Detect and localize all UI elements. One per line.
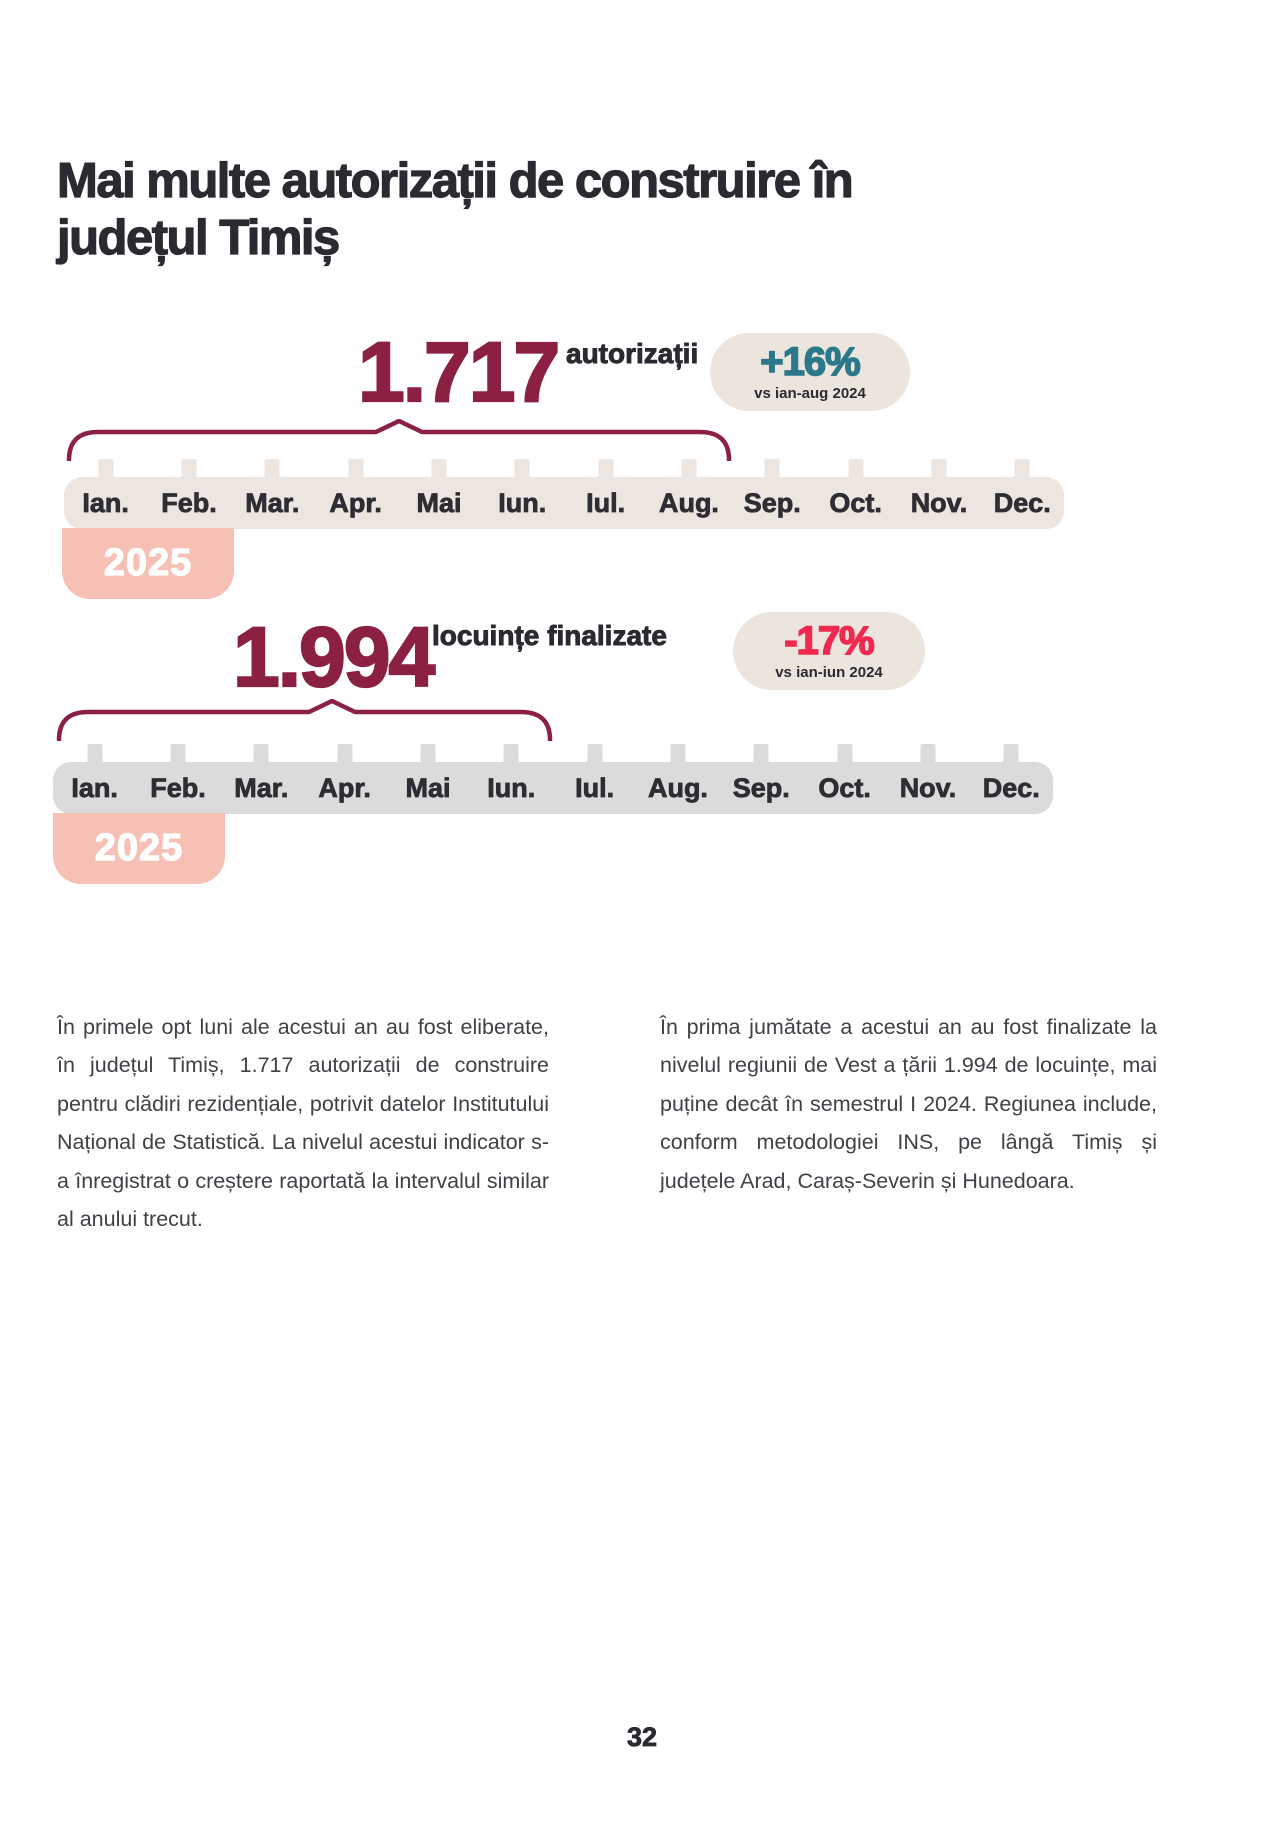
stat1-year-badge: 2025 [62,528,234,599]
month-cell [636,762,719,814]
page-title-line2: județul Timiș [57,210,339,265]
month-label: Oct. [829,487,882,518]
month-label: Feb. [161,487,217,518]
month-tick-icon [170,744,185,766]
month-label: Ian. [71,772,118,803]
month-cell [970,762,1053,814]
month-label: Nov. [910,487,968,518]
month-cell [647,477,730,529]
stat2-range-brace [56,699,553,741]
stat2-change-caption: vs ian-iun 2024 [775,664,883,681]
stat1-unit-label: autorizații [566,338,699,369]
month-tick-icon [98,459,113,481]
month-tick-icon [587,744,602,766]
month-label: Aug. [647,772,708,803]
month-tick-icon [348,459,363,481]
month-cell [886,762,969,814]
month-label: Sep. [743,487,801,518]
month-label: Iul. [575,772,615,803]
month-tick-icon [681,459,696,481]
month-label: Mai [416,487,462,518]
month-cell [314,477,397,529]
month-tick-icon [337,744,352,766]
month-cell [397,477,480,529]
month-tick-icon [504,744,519,766]
month-cell [303,762,386,814]
month-tick-icon [1004,744,1019,766]
month-tick-icon [920,744,935,766]
month-cell [231,477,314,529]
stat1-value: 1.717 [358,325,559,419]
month-label: Oct. [818,772,871,803]
month-label: Sep. [732,772,790,803]
month-tick-icon [848,459,863,481]
stat2-timeline-bar [53,762,1053,814]
month-cell [897,477,980,529]
month-tick-icon [420,744,435,766]
month-tick-icon [1015,459,1030,481]
month-cell [220,762,303,814]
month-cell [731,477,814,529]
month-tick-icon [181,459,196,481]
stat2-change-badge [733,612,925,690]
month-cell [564,477,647,529]
month-cell [814,477,897,529]
stat1-timeline [64,459,1064,529]
month-label: Iun. [498,487,547,518]
month-tick-icon [598,459,613,481]
month-tick-icon [754,744,769,766]
stat1-change-badge [710,333,910,411]
month-cell [720,762,803,814]
month-label: Apr. [318,772,371,803]
stat1-timeline-bar [64,477,1064,529]
month-label: Feb. [150,772,206,803]
month-label: Dec. [982,772,1040,803]
month-tick-icon [670,744,685,766]
body-paragraph-left: În primele opt luni ale acestui an au fost eliberate, în județul Timiș, 1.717 autorizații de construire pentru clădiri rezidențiale, potrivit datelor Institutului Național de Statistică. La nivelul acestui indicator s-a înregistrat o creștere raportată la intervalul similar al anului trecut. [57,1014,549,1231]
page-title [57,153,1047,267]
month-tick-icon [765,459,780,481]
month-label: Nov. [899,772,957,803]
month-cell [53,762,136,814]
month-tick-icon [837,744,852,766]
month-label: Aug. [658,487,719,518]
month-tick-icon [87,744,102,766]
month-cell [386,762,469,814]
month-tick-icon [515,459,530,481]
month-label: Iun. [487,772,536,803]
month-tick-icon [931,459,946,481]
month-label: Apr. [329,487,382,518]
page-title-line1: Mai multe autorizații de construire în [57,153,853,208]
month-cell [64,477,147,529]
month-label: Mai [405,772,451,803]
month-label: Ian. [82,487,129,518]
month-tick-icon [254,744,269,766]
page-number: 32 [626,1722,658,1752]
stat1-range-brace [66,419,732,461]
stat2-year-badge: 2025 [53,813,225,884]
month-label: Mar. [245,487,300,518]
month-cell [147,477,230,529]
stat2-change-value: -17% [784,619,874,663]
month-tick-icon [431,459,446,481]
month-cell [553,762,636,814]
month-label: Mar. [234,772,289,803]
month-label: Dec. [993,487,1051,518]
month-cell [136,762,219,814]
month-cell [470,762,553,814]
month-tick-icon [265,459,280,481]
stat2-value: 1.994 [233,610,434,704]
body-paragraph-right: În prima jumătate a acestui an au fost finalizate la nivelul regiunii de Vest a țării 1.994 de locuințe, mai puține decât în semestrul I 2024. Regiunea include, conform metodologiei INS, pe lângă Timiș și județele Arad, Caraș-Severin și Hunedoara. [660,1014,1157,1193]
stat1-change-caption: vs ian-aug 2024 [754,385,866,402]
stat2-timeline [53,744,1053,814]
month-cell [981,477,1064,529]
month-cell [481,477,564,529]
month-label: Iul. [586,487,626,518]
stat1-change-value: +16% [760,340,860,384]
stat2-unit-label: locuințe finalizate [432,620,667,651]
month-cell [803,762,886,814]
